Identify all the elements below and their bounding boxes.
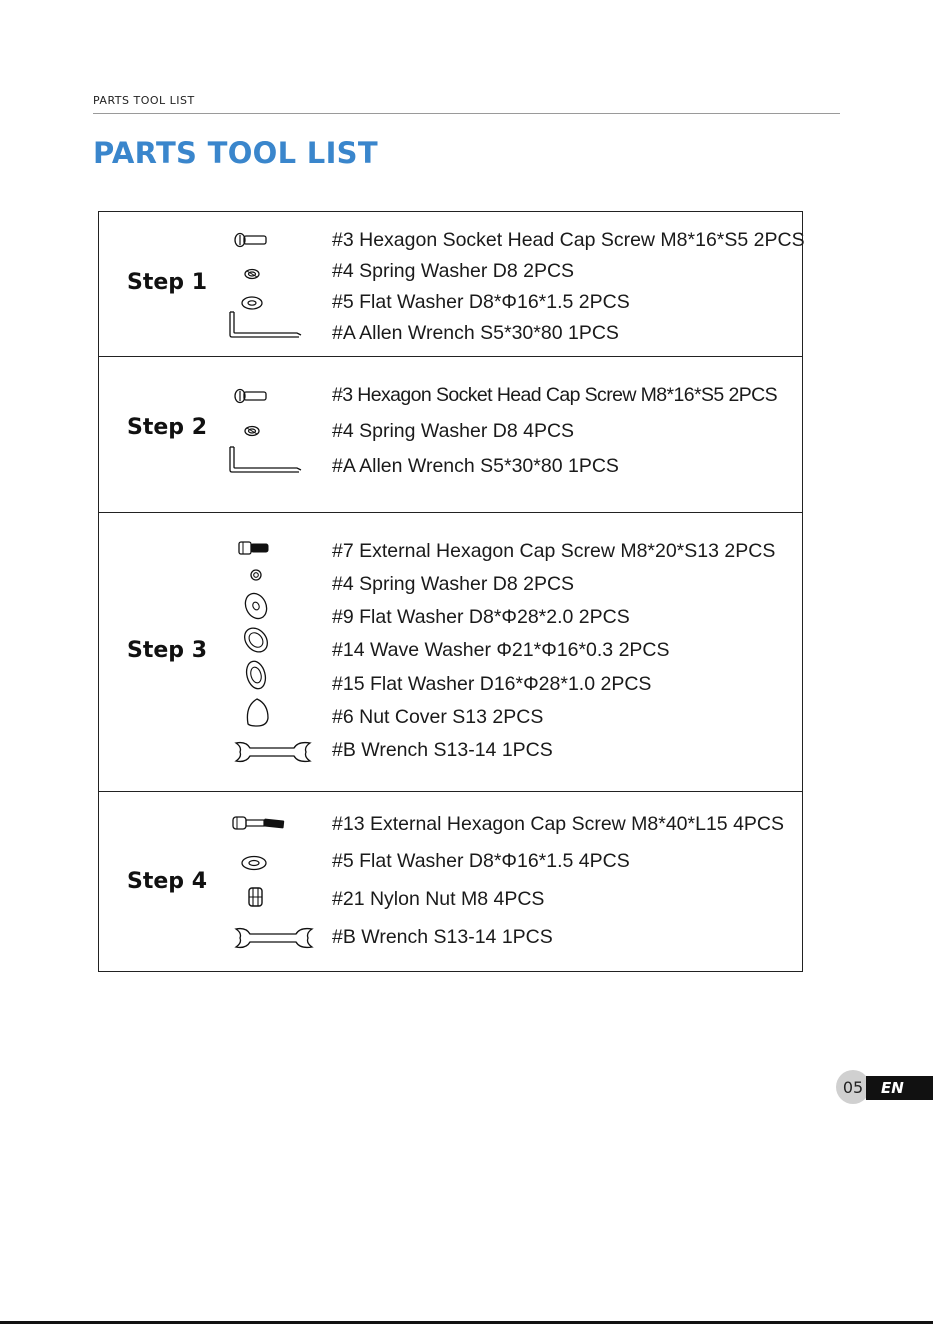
step-3-label: Step 3: [127, 638, 207, 663]
wave-washer-icon: [242, 625, 270, 655]
part-line: #4 Spring Washer D8 2PCS: [332, 260, 575, 282]
step-1-label: Step 1: [127, 270, 207, 295]
flat-washer-icon: [241, 855, 267, 871]
step-4-label: Step 4: [127, 869, 207, 894]
part-line: #4 Spring Washer D8 4PCS: [332, 420, 575, 442]
page-number-badge: 05: [836, 1070, 870, 1104]
step-1-section: [99, 212, 805, 357]
part-line: #B Wrench S13-14 1PCS: [332, 926, 553, 948]
language-tab: EN: [866, 1076, 933, 1100]
allen-wrench-icon: [227, 310, 303, 340]
nylon-nut-icon: [247, 886, 265, 908]
socket-screw-icon: [233, 388, 269, 404]
spring-washer-icon: [250, 569, 262, 581]
open-wrench-icon: [232, 739, 314, 765]
part-line: #3 Hexagon Socket Head Cap Screw M8*16*S5 2PCS: [332, 384, 777, 406]
part-line: #A Allen Wrench S5*30*80 1PCS: [332, 455, 619, 477]
part-line: #A Allen Wrench S5*30*80 1PCS: [332, 322, 619, 344]
hex-screw-icon: [237, 540, 271, 556]
parts-table: [98, 211, 803, 972]
nut-cover-icon: [243, 696, 271, 728]
part-line: #B Wrench S13-14 1PCS: [332, 739, 553, 761]
spring-washer-icon: [244, 268, 260, 280]
step-2-section: [99, 357, 802, 513]
allen-wrench-icon: [227, 445, 303, 475]
part-line: #7 External Hexagon Cap Screw M8*20*S13 2PCS: [332, 540, 776, 562]
part-line: #13 External Hexagon Cap Screw M8*40*L15 4PCS: [332, 813, 785, 835]
part-line: #14 Wave Washer Φ21*Φ16*0.3 2PCS: [332, 639, 670, 661]
part-line: #6 Nut Cover S13 2PCS: [332, 706, 544, 728]
step-3-section: [99, 513, 802, 792]
header-divider: [93, 113, 840, 114]
part-line: #5 Flat Washer D8*Φ16*1.5 4PCS: [332, 850, 630, 872]
flat-washer-icon: [244, 659, 268, 691]
spring-washer-icon: [244, 425, 260, 437]
page-title: PARTS TOOL LIST: [93, 136, 378, 170]
part-line: #3 Hexagon Socket Head Cap Screw M8*16*S5 2PCS: [332, 229, 805, 251]
socket-screw-icon: [233, 232, 269, 248]
flat-washer-icon: [241, 296, 263, 310]
flat-washer-icon: [243, 591, 269, 621]
part-line: #21 Nylon Nut M8 4PCS: [332, 888, 545, 910]
part-line: #4 Spring Washer D8 2PCS: [332, 573, 575, 595]
running-header: PARTS TOOL LIST: [93, 94, 195, 107]
part-line: #15 Flat Washer D16*Φ28*1.0 2PCS: [332, 673, 652, 695]
part-line: #9 Flat Washer D8*Φ28*2.0 2PCS: [332, 606, 630, 628]
long-hex-screw-icon: [231, 814, 287, 834]
open-wrench-icon: [232, 925, 316, 951]
step-2-label: Step 2: [127, 415, 207, 440]
part-line: #5 Flat Washer D8*Φ16*1.5 2PCS: [332, 291, 630, 313]
step-4-section: [99, 792, 802, 973]
